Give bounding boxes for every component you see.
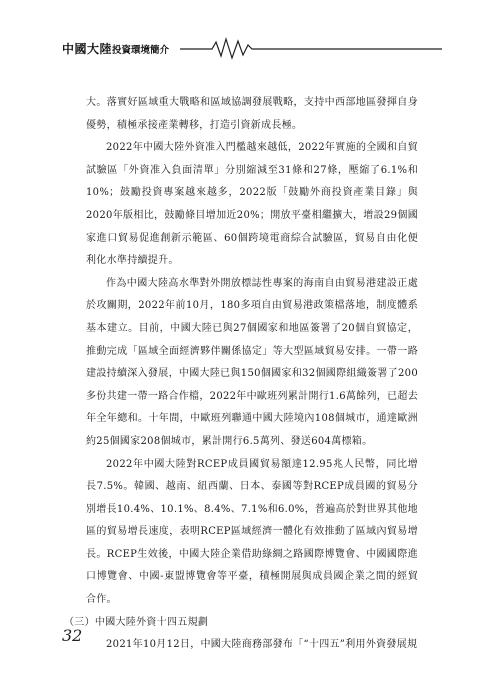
paragraph: 作為中國大陸高水準對外開放標誌性專案的海南自由貿易港建設正處於攻關期，2022年前10月，180多項自由貿易港政策檔落地，制度體系基本建立。目前，中國大陸已與27個國家和地區簽署了20個自貿協定，推動完成「區域全面經濟夥伴關係協定」等大型區域貿易安排。一帶一路建設持續深入發展，中國大陸已與150個國家和32個國際組織簽署了200多份共建一帶一路合作檔，2022年中歐班列累計開行1.6萬餘列，已超去年全年總和。十年間，中歐班列聯通中國大陸境內108個城市，通達歐洲約25個國家208個城市，累計開行6.5萬列、發送604萬標箱。 bbox=[86, 277, 418, 447]
body-text bbox=[64, 92, 418, 657]
header-title-sub: 投資環境簡介 bbox=[112, 45, 170, 56]
paragraph: 大。落實好區域重大戰略和區域協調發展戰略，支持中西部地區發揮自身優勢，積極承接產業轉移，打造引資新成長極。 bbox=[86, 97, 418, 131]
page-number: 32 bbox=[62, 626, 83, 645]
paragraph: 2021年10月12日，中國大陸商務部發布「“十四五”利用外資發展規 bbox=[106, 639, 418, 651]
header-title-main: 中國大陸 bbox=[62, 42, 113, 56]
paragraph: 2022年中國大陸對RCEP成員國貿易額達12.95兆人民幣，同比增長7.5%。韓國、越南、紐西蘭、日本、泰國等對RCEP成員國的貿易分別增長10.4%、10.1%、8.4%、7.1%和6.0%，普遍高於對世界其他地區的貿易增長速度，表明RCEP區域經濟一體化有效推動了區域內貿易增長。RCEP生效後，中國大陸企業借助綠綢之路國際博覽會、中國國際進口博覽會、中國-東盟博覽會等平臺，積極開展與成員國企業之間的經貿合作。 bbox=[86, 458, 418, 606]
running-header bbox=[62, 36, 442, 60]
paragraph: 2022年中國大陸外資准入門檻越來越低，2022年實施的全國和自貿試驗區「外資准入負面清單」分別縮減至31條和27條，壓縮了6.1%和10%；鼓勵投資專案越來越多，2022版「鼓勵外商投資產業目錄」與2020年版相比，鼓勵條目增加近20%；開放平臺相繼擴大，增設29個國家進口貿易促進創新示範區、60個跨境電商綜合試驗區，貿易自由化便利化水準持續提升。 bbox=[86, 142, 418, 267]
section-heading: （三）中國大陸外資十四五規劃 bbox=[64, 616, 209, 628]
header-pulse-line bbox=[62, 36, 442, 60]
